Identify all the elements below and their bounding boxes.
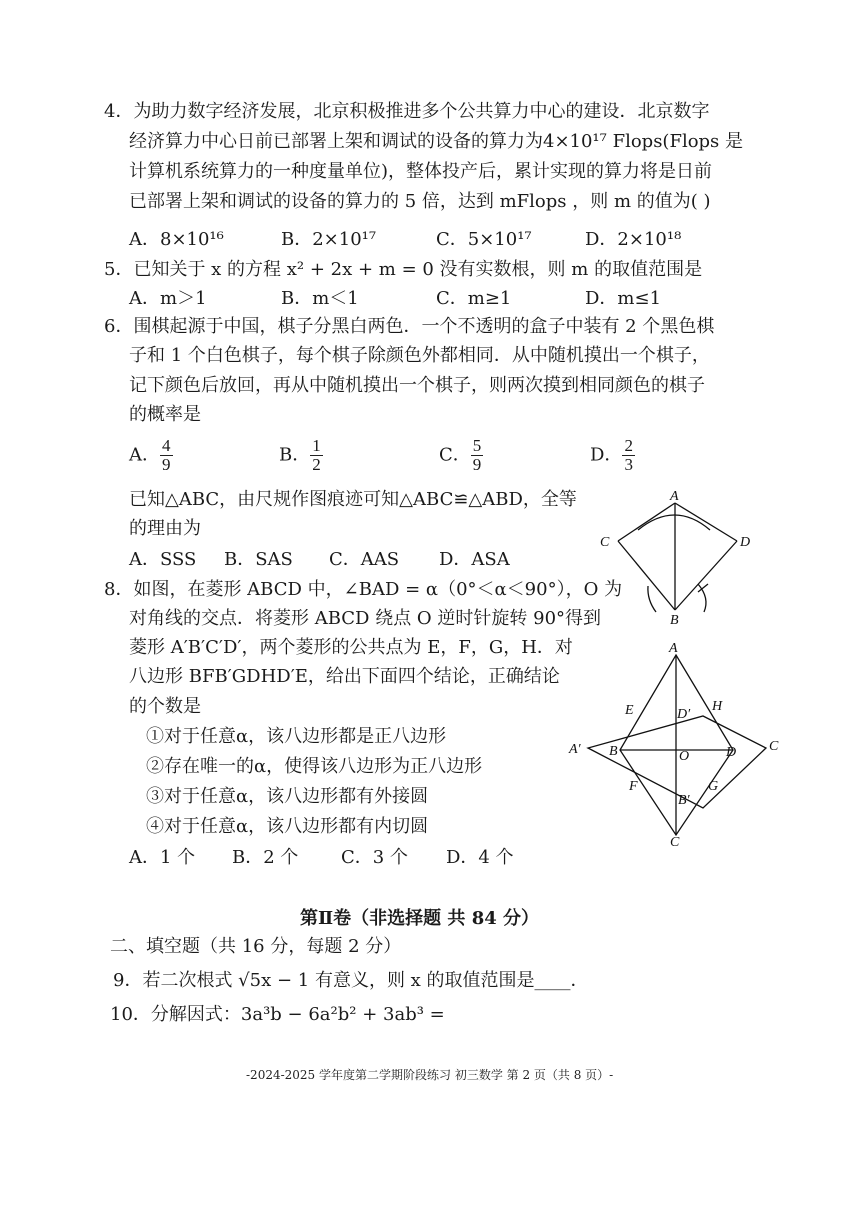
q7-label-b: B bbox=[670, 613, 679, 628]
q6-option-c bbox=[439, 437, 483, 474]
q4-option-a: A．8×10¹⁶ bbox=[129, 229, 224, 250]
q7-line-cb bbox=[618, 541, 675, 610]
q8-figure bbox=[563, 640, 793, 850]
q7-label-d: D bbox=[740, 535, 751, 550]
q7-option-a: A．SSS bbox=[129, 549, 197, 570]
q6-option-d-num: 2 bbox=[624, 436, 633, 455]
q8-line-3: 菱形 A′B′C′D′，两个菱形的公共点为 E，F，G，H．对 bbox=[129, 637, 573, 658]
q5-line: 5．已知关于 x 的方程 x² + 2x + m = 0 没有实数根，则 m 的取值范围是 bbox=[104, 259, 703, 280]
q7-line-1: 已知△ABC，由尺规作图痕迹可知△ABC≌△ABD，全等 bbox=[129, 489, 577, 510]
q6-line-1: 6．围棋起源于中国，棋子分黑白两色．一个不透明的盒子中装有 2 个黑色棋 bbox=[104, 316, 715, 337]
q6-option-a bbox=[129, 437, 173, 474]
q8-conclusion-1: ①对于任意α，该八边形都是正八边形 bbox=[146, 726, 447, 747]
fill-blank-section-heading: 二、填空题（共 16 分，每题 2 分） bbox=[110, 936, 402, 957]
q8-label-f: F bbox=[629, 779, 638, 794]
q8-option-a: A．1 个 bbox=[129, 847, 196, 868]
q7-line-ac bbox=[618, 503, 675, 541]
q8-label-e: E bbox=[625, 703, 634, 718]
q8-line-4: 八边形 BFB′GDHD′E，给出下面四个结论，正确结论 bbox=[129, 666, 560, 687]
q6-option-c-den: 9 bbox=[472, 455, 482, 474]
q6-option-b-fraction bbox=[310, 437, 323, 474]
q6-option-a-fraction bbox=[160, 437, 173, 474]
q6-option-d-fraction bbox=[622, 437, 635, 474]
q8-label-c: C bbox=[670, 835, 680, 850]
q6-option-a-num: 4 bbox=[162, 436, 171, 455]
q4-options bbox=[129, 228, 749, 252]
q6-line-3: 记下颜色后放回，再从中随机摸出一个棋子，则两次摸到相同颜色的棋子 bbox=[129, 375, 705, 396]
q4-option-c: C．5×10¹⁷ bbox=[436, 229, 532, 250]
q6-option-b-letter: B． bbox=[279, 444, 311, 466]
q8-option-d: D．4 个 bbox=[446, 847, 514, 868]
q8-label-o: O bbox=[679, 749, 690, 764]
q5-option-d: D．m≤1 bbox=[585, 288, 662, 309]
q6-option-c-num: 5 bbox=[472, 436, 482, 455]
q6-option-c-letter: C． bbox=[439, 444, 471, 466]
q7-figure bbox=[590, 488, 780, 628]
q8-options bbox=[129, 846, 549, 870]
part-two-title: 第Ⅱ卷（非选择题 共 84 分） bbox=[300, 908, 540, 929]
q5-option-b: B．m＜1 bbox=[281, 288, 359, 309]
q8-label-a-prime: A′ bbox=[569, 742, 581, 757]
q6-line-4: 的概率是 bbox=[129, 404, 201, 425]
q4-line-2: 经济算力中心日前已部署上架和调试的设备的算力为4×10¹⁷ Flops(Flops 是 bbox=[129, 131, 744, 152]
q8-rhombus-rotated bbox=[588, 716, 766, 808]
q8-conclusion-4: ④对于任意α，该八边形都有内切圆 bbox=[146, 816, 429, 837]
q7-label-c: C bbox=[600, 535, 610, 550]
q8-option-b: B．2 个 bbox=[232, 847, 299, 868]
q7-options bbox=[129, 548, 549, 572]
q8-label-b: B bbox=[609, 744, 618, 759]
q8-label-h: H bbox=[712, 699, 723, 714]
q6-options bbox=[129, 437, 749, 481]
q5-options bbox=[129, 287, 749, 311]
q8-option-c: C．3 个 bbox=[341, 847, 408, 868]
q6-option-b-den: 2 bbox=[312, 455, 321, 474]
q8-label-d-prime: D′ bbox=[677, 707, 691, 722]
q8-label-d: D bbox=[726, 745, 737, 760]
page-footer: -2024-2025 学年度第二学期阶段练习 初三数学 第 2 页（共 8 页）- bbox=[246, 1068, 614, 1082]
q5-option-a: A．m＞1 bbox=[129, 288, 207, 309]
question-9: 9．若二次根式 √5x − 1 有意义，则 x 的取值范围是____． bbox=[113, 970, 589, 991]
q5-option-c: C．m≥1 bbox=[436, 288, 512, 309]
q4-option-b: B．2×10¹⁷ bbox=[281, 229, 377, 250]
q8-label-b-prime: B′ bbox=[678, 793, 690, 808]
q6-option-b bbox=[279, 437, 323, 474]
q6-option-a-den: 9 bbox=[162, 455, 171, 474]
q8-label-c-prime: C bbox=[769, 739, 779, 754]
q8-conclusion-3: ③对于任意α，该八边形都有外接圆 bbox=[146, 786, 429, 807]
q7-line-2: 的理由为 bbox=[129, 518, 201, 539]
q4-line-1: 4．为助力数字经济发展，北京积极推进多个公共算力中心的建设．北京数字 bbox=[104, 101, 710, 122]
q6-option-d bbox=[590, 437, 635, 474]
q4-line-4: 已部署上架和调试的设备的算力的 5 倍，达到 mFlops ，则 m 的值为( ) bbox=[129, 191, 711, 212]
q6-line-2: 子和 1 个白色棋子，每个棋子除颜色外都相同．从中随机摸出一个棋子， bbox=[129, 345, 710, 366]
q7-option-c: C．AAS bbox=[329, 549, 400, 570]
q8-label-g: G bbox=[708, 779, 719, 794]
q8-label-a: A bbox=[669, 641, 678, 656]
q4-line-3: 计算机系统算力的一种度量单位)，整体投产后，累计实现的算力将是日前 bbox=[129, 161, 713, 182]
q7-option-b: B．SAS bbox=[224, 549, 293, 570]
q8-line-1: 8．如图，在菱形 ABCD 中，∠BAD = α（0°＜α＜90°），O 为 bbox=[104, 579, 623, 600]
q4-option-d: D．2×10¹⁸ bbox=[585, 229, 682, 250]
q7-line-ad bbox=[675, 503, 737, 541]
q6-option-a-letter: A． bbox=[129, 444, 160, 466]
q6-option-b-num: 1 bbox=[312, 436, 321, 455]
q6-option-d-den: 3 bbox=[624, 455, 633, 474]
q6-option-d-letter: D． bbox=[590, 444, 623, 466]
q6-option-c-fraction bbox=[471, 437, 484, 474]
q7-arc-left bbox=[648, 586, 656, 612]
q7-label-a: A bbox=[670, 489, 679, 504]
q8-line-5: 的个数是 bbox=[129, 696, 201, 717]
q7-option-d: D．ASA bbox=[439, 549, 510, 570]
question-10: 10．分解因式：3a³b − 6a²b² + 3ab³ = bbox=[110, 1004, 445, 1025]
q8-line-2: 对角线的交点．将菱形 ABCD 绕点 O 逆时针旋转 90°得到 bbox=[129, 608, 602, 629]
q8-conclusion-2: ②存在唯一的α，使得该八边形为正八边形 bbox=[146, 756, 483, 777]
